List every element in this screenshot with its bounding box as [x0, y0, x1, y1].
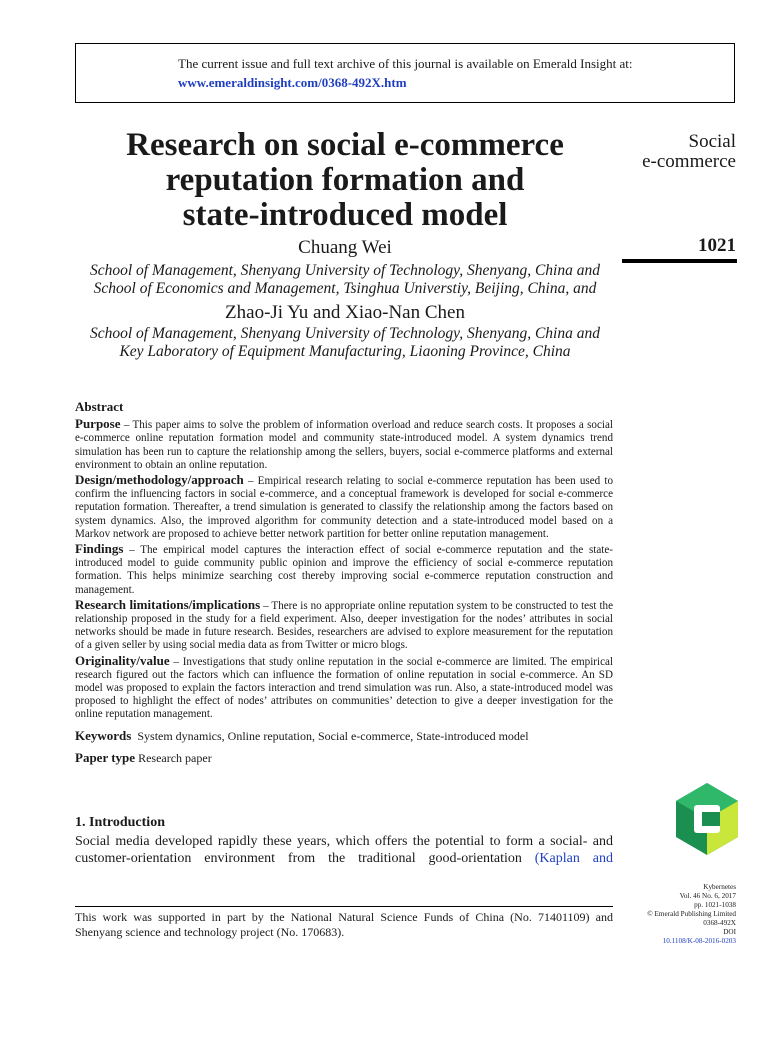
abstract-section	[75, 473, 613, 541]
running-topic-line: e-commerce	[642, 151, 736, 172]
logo-mark-cutout	[702, 812, 720, 826]
running-topic-line: Social	[688, 131, 736, 152]
abstract-section	[75, 654, 613, 722]
footnote-divider	[75, 906, 613, 907]
doi-link[interactable]: 10.1108/K-08-2016-0203	[662, 937, 736, 945]
abstract-label: Design/methodology/approach	[75, 472, 244, 488]
abstract-section	[75, 542, 613, 597]
abstract-label: Findings	[75, 541, 124, 557]
crossmark-logo-icon[interactable]	[676, 783, 738, 855]
title-line: Research on social e-commerce	[126, 127, 564, 163]
title-line: state-introduced model	[182, 197, 508, 233]
running-topic	[642, 132, 736, 172]
page-number: 1021	[698, 235, 736, 256]
section-heading: 1. Introduction	[75, 815, 165, 830]
archive-notice-text: The current issue and full text archive of this journal is available on Emerald Insight at:	[178, 56, 633, 71]
journal-name: Kybernetes	[703, 883, 736, 891]
affiliation-line: School of Economics and Management, Tsinghua Universtiy, Beijing, China, and	[93, 280, 597, 297]
author-name: Chuang Wei	[298, 237, 392, 258]
archive-notice-box	[75, 43, 735, 103]
affiliation-line: School of Management, Shenyang University of Technology, Shenyang, China and	[90, 325, 600, 342]
abstract-text: – The empirical model captures the interaction effect of social e-commerce reputation and the state-introduced model to guide community public opinion and improve the efficiency of social e-commerce reputation formation. This helps minimize searching cost thereby improving social e-commerce reputation construction and management.	[75, 544, 613, 596]
abstract-text: – There is no appropriate online reputation system to be constructed to test the relationship proposed in the study for a field experiment. Also, deeper investigation for the nodes’ attributes in social networks should be made in future research. Besides, researchers are advised to explore measurement for the reputation of a given seller by using social media data as from Twitter or micro blogs.	[75, 599, 613, 652]
abstract	[75, 400, 613, 766]
author-name: Zhao-Ji Yu and Xiao-Nan Chen	[225, 302, 465, 323]
paper-title	[75, 128, 615, 233]
abstract-heading: Abstract	[75, 399, 124, 414]
journal-doi	[647, 928, 736, 946]
journal-pages: pp. 1021-1038	[694, 901, 736, 909]
intro-paragraph	[75, 833, 613, 867]
affiliation-line: Key Laboratory of Equipment Manufacturing, Liaoning Province, China	[119, 343, 571, 360]
citation-link[interactable]: (Kaplan and	[534, 851, 613, 866]
title-line: reputation formation and	[165, 162, 525, 198]
funding-footnote: This work was supported in part by the National Natural Science Funds of China (No. 71401109) and Shenyang science and technology project (No. 170683).	[75, 910, 613, 939]
abstract-section	[75, 417, 613, 472]
abstract-label: Purpose	[75, 416, 121, 432]
paper-type	[75, 751, 613, 765]
author-affiliation	[75, 325, 615, 361]
affiliation-line: School of Management, Shenyang University of Technology, Shenyang, China and	[90, 262, 600, 279]
author-affiliation	[75, 262, 615, 298]
archive-url-link[interactable]: www.emeraldinsight.com/0368-492X.htm	[178, 75, 407, 90]
keywords	[75, 729, 613, 743]
journal-publisher: © Emerald Publishing Limited	[647, 910, 736, 918]
keywords-label: Keywords	[75, 727, 132, 743]
abstract-section	[75, 598, 613, 653]
abstract-text: – Investigations that study online reputation in the social e-commerce are limited. The empirical research figured out the factors which can influence the formation of online reputation in social e-commerce. An SD model was proposed to explain the factors interaction and trend simulation was run. Also, a state-introduced model was proposed to highlight the effect of nodes’ attributes on communities’ detection to give a deeper investigation for the online reputation management.	[75, 655, 613, 721]
abstract-label: Originality/value	[75, 652, 170, 668]
keywords-text: System dynamics, Online reputation, Social e-commerce, State-introduced model	[137, 728, 529, 743]
journal-volume: Vol. 46 No. 6, 2017	[679, 892, 736, 900]
doi-label: DOI	[723, 928, 736, 936]
side-rule-divider	[622, 259, 737, 263]
journal-info	[647, 883, 736, 946]
journal-issn: 0368-492X	[703, 919, 736, 927]
abstract-text: – Empirical research relating to social e-commerce reputation has been used to confirm the influencing factors in social e-commerce, and a conceptual framework is developed for social e-commerce reputation formation. Thereafter, a trend simulation is generated to classify the relationship among the factors based on system dynamics. Also, the improved algorithm for community detection and a state-introduced model based on a Markov network are proposed to achieve better network partition for better online reputation management.	[75, 475, 613, 540]
intro-text: Social media developed rapidly these years, which offers the potential to form a social- and customer-orientation environment from the traditional good-orientation	[75, 834, 613, 866]
paper-type-label: Paper type	[75, 749, 136, 765]
paper-type-text: Research paper	[138, 750, 212, 765]
abstract-label: Research limitations/implications	[75, 596, 261, 612]
abstract-text: – This paper aims to solve the problem of information overload and reduce search costs. It proposes a social e-commerce online reputation formation model and community state-introduced model. A system dynamics trend simulation has been run to capture the relationship among the sellers, buyers, social e-commerce platforms and external environment to obtain an online reputation.	[75, 419, 613, 471]
